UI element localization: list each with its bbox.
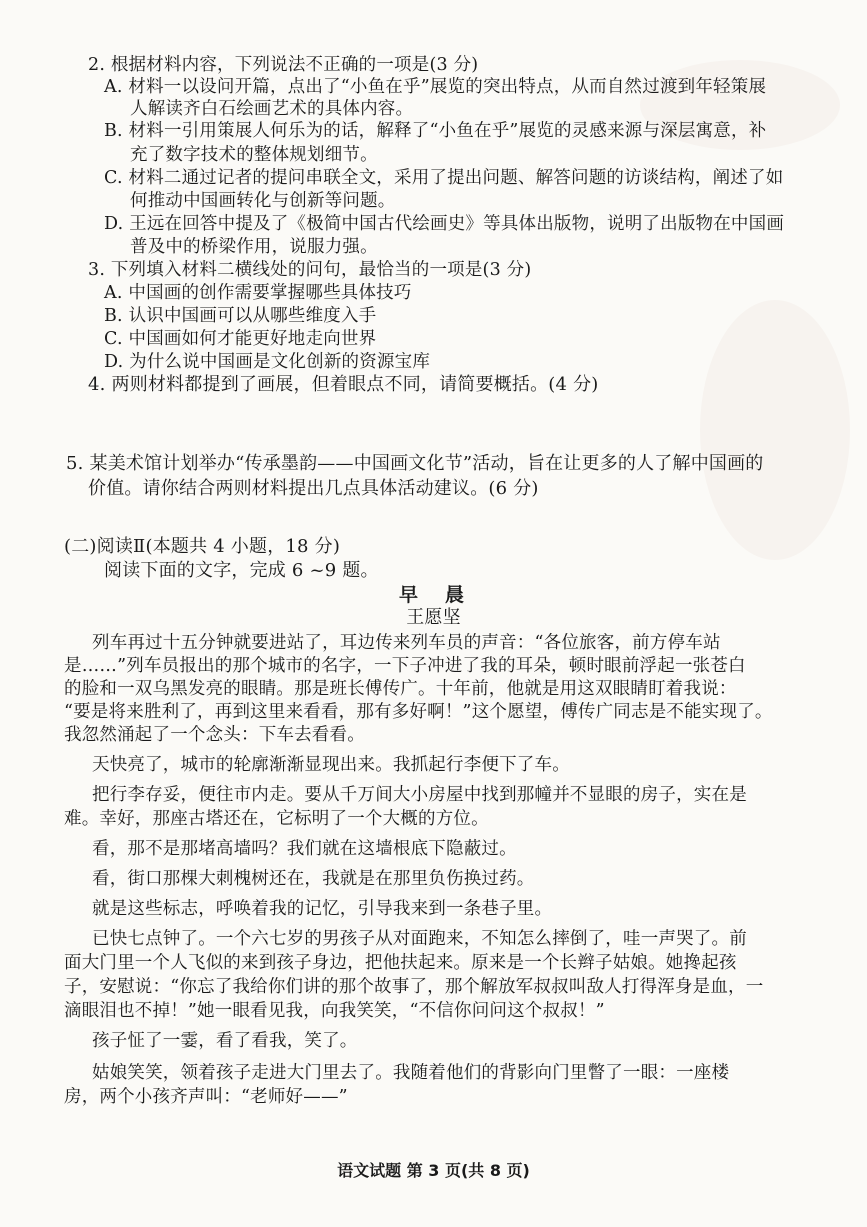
q2-option-d-cont: 普及中的桥梁作用，说服力强。 [130,237,378,257]
story-line: 房，两个小孩齐声叫：“老师好——” [64,1087,348,1107]
story-line: 子，安慰说：“你忘了我给你们讲的那个故事了，那个解放军叔叔叫敌人打得浑身是血，一 [64,977,764,997]
q5-stem-line2: 价值。请你结合两则材料提出几点具体活动建议。(6 分) [88,478,539,499]
q2-option-c-cont: 何推动中国画转化与创新等问题。 [130,191,396,211]
q2-option-d: D. 王远在回答中提及了《极简中国古代绘画史》等具体出版物，说明了出版物在中国画 [104,214,785,234]
q2-option-a: A. 材料一以设问开篇，点出了“小鱼在乎”展览的突出特点，从而自然过渡到年轻策展 [104,77,767,97]
story-line: 面大门里一个人飞似的来到孩子身边，把他扶起来。原来是一个长辫子姑娘。她搀起孩 [64,953,737,973]
story-line: “要是将来胜利了，再到这里来看看，那有多好啊！”这个愿望，傅传广同志是不能实现了。 [64,702,773,722]
q2-option-b: B. 材料一引用策展人何乐为的话，解释了“小鱼在乎”展览的灵感来源与深层寓意，补 [104,121,767,141]
story-author: 王愿坚 [406,607,461,628]
q2-option-b-cont: 充了数字技术的整体规划细节。 [130,145,378,165]
story-line: 看，街口那棵大刺槐树还在，我就是在那里负伤换过药。 [92,869,535,889]
section-instruction: 阅读下面的文字，完成 6 ~9 题。 [104,560,379,581]
q5-stem-line1: 5. 某美术馆计划举办“传承墨韵——中国画文化节”活动，旨在让更多的人了解中国画的 [66,453,764,474]
q3-stem: 3. 下列填入材料二横线处的问句，最恰当的一项是(3 分) [88,260,532,280]
story-line: 已快七点钟了。一个六七岁的男孩子从对面跑来，不知怎么摔倒了，哇一声哭了。前 [92,929,747,949]
story-line: 看，那不是那堵高墙吗？我们就在这墙根底下隐蔽过。 [92,839,517,859]
q3-option-d: D. 为什么说中国画是文化创新的资源宝库 [104,352,431,372]
q3-option-a: A. 中国画的创作需要掌握哪些具体技巧 [104,283,412,303]
story-title: 早 晨 [398,584,468,606]
story-line: 天快亮了，城市的轮廓渐渐显现出来。我抓起行李便下了车。 [92,755,570,775]
story-line: 孩子怔了一霎，看了看我，笑了。 [92,1031,358,1051]
story-line: 列车再过十五分钟就要进站了，耳边传来列车员的声音：“各位旅客，前方停车站 [92,633,721,653]
q3-option-b: B. 认识中国画可以从哪些维度入手 [104,306,377,326]
story-line: 滴眼泪也不掉！”她一眼看见我，向我笑笑，“不信你问问这个叔叔！” [64,1001,605,1021]
q2-option-c: C. 材料二通过记者的提问串联全文，采用了提出问题、解答问题的访谈结构，阐述了如 [104,168,784,188]
page-footer: 语文试题 第 3 页(共 8 页) [337,1161,530,1180]
story-line: 是……”列车员报出的那个城市的名字，一下子冲进了我的耳朵，顿时眼前浮起一张苍白 [64,656,746,676]
q2-stem: 2. 根据材料内容，下列说法不正确的一项是(3 分) [88,55,479,75]
q2-option-a-cont: 人解读齐白石绘画艺术的具体内容。 [130,99,414,119]
story-line: 就是这些标志，呼唤着我的记忆，引导我来到一条巷子里。 [92,899,553,919]
section-heading: (二)阅读Ⅱ(本题共 4 小题，18 分) [64,536,341,557]
story-line: 姑娘笑笑，领着孩子走进大门里去了。我随着他们的背影向门里瞥了一眼：一座楼 [92,1063,730,1083]
story-line: 我忽然涌起了一个念头：下车去看看。 [64,725,365,745]
q3-option-c: C. 中国画如何才能更好地走向世界 [104,329,377,349]
story-line: 的脸和一双乌黑发亮的眼睛。那是班长傅传广。十年前，他就是用这双眼睛盯着我说： [64,679,737,699]
story-line: 把行李存妥，便往市内走。要从千万间大小房屋中找到那幢并不显眼的房子，实在是 [92,785,747,805]
q4-stem: 4. 两则材料都提到了画展，但着眼点不同，请简要概括。(4 分) [88,374,599,395]
paper-stain [700,300,850,560]
story-line: 难。幸好，那座古塔还在，它标明了一个大概的方位。 [64,809,489,829]
